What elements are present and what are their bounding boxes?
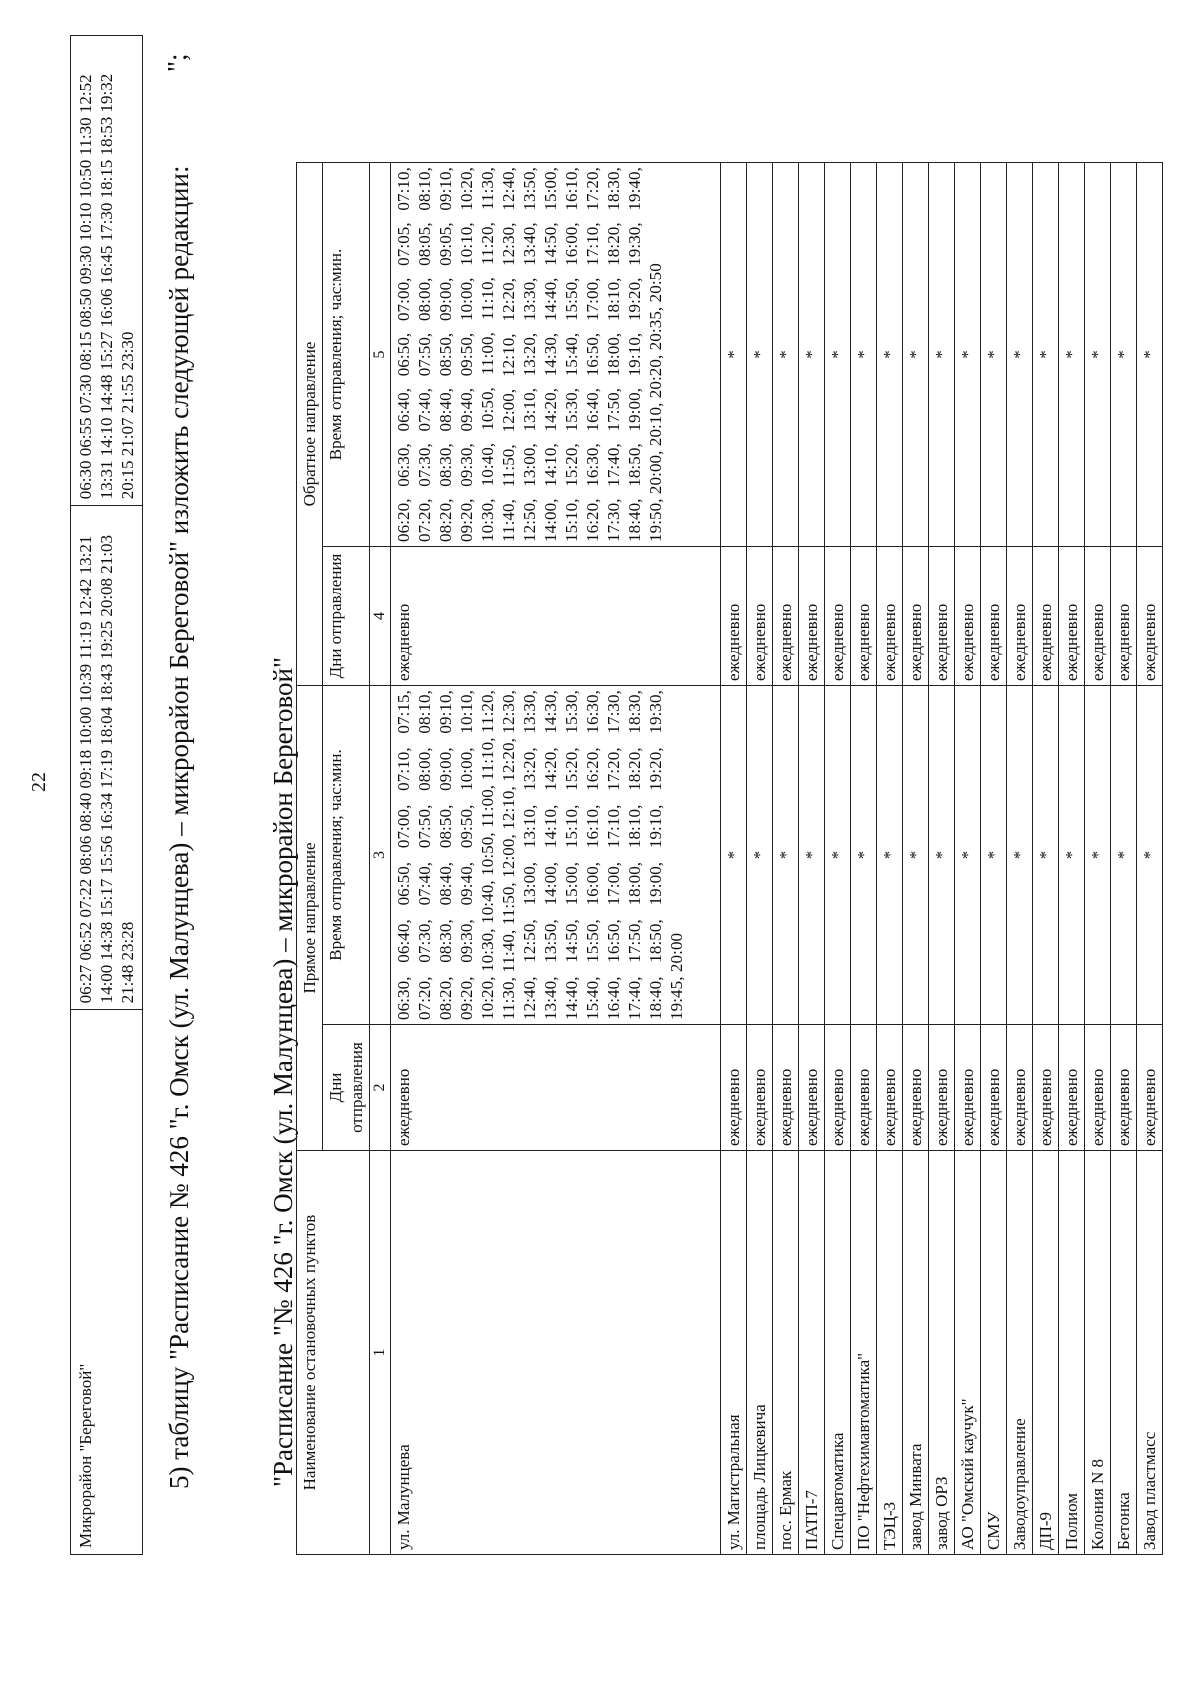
stop-name: завод ОРЗ [929, 1151, 955, 1555]
stop-name-cell: Микрорайон "Береговой" [71, 1010, 143, 1555]
days-cell: ежедневно [981, 1025, 1007, 1151]
days-back-cell: ежедневно [1085, 547, 1111, 686]
amendment-paragraph: 5) таблицу "Расписание № 426 "г. Омск (ул. Малунцева) – микрорайон Береговой" изложить следующей редакции: [164, 165, 194, 1489]
days-back-cell: ежедневно [903, 547, 929, 686]
forward-time-mark: * [851, 686, 877, 1025]
column-number: 5 [370, 163, 391, 547]
stop-name: Завод пластмасс [1137, 1151, 1163, 1555]
forward-times: 06:30, 06:40, 06:50, 07:00, 07:10, 07:15, 07:20, 07:30, 07:40, 07:50, 08:00, 08:10, 08:20, 08:30, 08:40, 08:50, 09:00, 09:10, 09:20, 09:30, 09:40, 09:50, 10:00, 10:10, 10:20, 10:30, 10:40, 10:50, 11:00, 11:10, 11:20, 11:30, 11:40, 11:50, 12:00, 12:10, 12:20, 12:30, 12:40, 12:50, 13:00, 13:10, 13:20, 13:30, 13:40, 13:50, 14:00, 14:10, 14:20, 14:30, 14:40, 14:50, 15:00, 15:10, 15:20, 15:30, 15:40, 15:50, 16:00, 16:10, 16:20, 16:30, 16:40, 16:50, 17:00, 17:10, 17:20, 17:30, 17:40, 17:50, 18:00, 18:10, 18:20, 18:30, 18:40, 18:50, 19:00, 19:10, 19:20, 19:30, 19:45, 20:00 [391, 686, 721, 1025]
table-row [747, 163, 773, 1555]
table-row [71, 36, 143, 1555]
days-back-cell: ежедневно [825, 547, 851, 686]
table-row [1137, 163, 1163, 1555]
forward-time-mark: * [825, 686, 851, 1025]
header-row [297, 163, 323, 1555]
table-row [1007, 163, 1033, 1555]
table-row [851, 163, 877, 1555]
days-back-cell: ежедневно [851, 547, 877, 686]
previous-table-fragment [70, 35, 143, 1555]
backward-time-mark: * [877, 163, 903, 547]
days-back-cell: ежедневно [799, 547, 825, 686]
days-cell: ежедневно [825, 1025, 851, 1151]
table-row [391, 163, 721, 1555]
days-back-cell: ежедневно [721, 547, 747, 686]
days-cell: ежедневно [851, 1025, 877, 1151]
forward-time-mark: * [981, 686, 1007, 1025]
stop-name: ул. Магистральная [721, 1151, 747, 1555]
days-cell: ежедневно [773, 1025, 799, 1151]
table-row [721, 163, 747, 1555]
forward-time-mark: * [903, 686, 929, 1025]
days-cell: ежедневно [1137, 1025, 1163, 1151]
header-forward: Прямое направление [297, 686, 323, 1151]
days-cell: ежедневно [391, 1025, 721, 1151]
backward-time-mark: * [1033, 163, 1059, 547]
backward-time-mark: * [955, 163, 981, 547]
forward-time-mark: * [1033, 686, 1059, 1025]
backward-time-mark: * [903, 163, 929, 547]
days-back-cell: ежедневно [747, 547, 773, 686]
table-row [773, 163, 799, 1555]
column-numbers-row [370, 163, 391, 1555]
days-back-cell: ежедневно [981, 547, 1007, 686]
forward-time-mark: * [773, 686, 799, 1025]
days-cell: ежедневно [955, 1025, 981, 1151]
schedule-title: "Расписание "№ 426 "г. Омск (ул. Малунцева) – микрорайон Береговой" [268, 656, 298, 1487]
days-cell: ежедневно [1007, 1025, 1033, 1151]
table-row [1085, 163, 1111, 1555]
backward-times: 06:20, 06:30, 06:40, 06:50, 07:00, 07:05, 07:10, 07:20, 07:30, 07:40, 07:50, 08:00, 08:05, 08:10, 08:20, 08:30, 08:40, 08:50, 09:00, 09:05, 09:10, 09:20, 09:30, 09:40, 09:50, 10:00, 10:10, 10:20, 10:30, 10:40, 10:50, 11:00, 11:10, 11:20, 11:30, 11:40, 11:50, 12:00, 12:10, 12:20, 12:30, 12:40, 12:50, 13:00, 13:10, 13:20, 13:30, 13:40, 13:50, 14:00, 14:10, 14:20, 14:30, 14:40, 14:50, 15:00, 15:10, 15:20, 15:30, 15:40, 15:50, 16:00, 16:10, 16:20, 16:30, 16:40, 16:50, 17:00, 17:10, 17:20, 17:30, 17:40, 17:50, 18:00, 18:10, 18:20, 18:30, 18:40, 18:50, 19:00, 19:10, 19:20, 19:30, 19:40, 19:50, 20:00, 20:10, 20:20, 20:35, 20:50 [391, 163, 721, 547]
forward-time-mark: * [1007, 686, 1033, 1025]
backward-time-mark: * [1007, 163, 1033, 547]
forward-time-mark: * [1111, 686, 1137, 1025]
stop-name: ул. Малунцева [391, 1151, 721, 1555]
stop-name: Спецавтоматика [825, 1151, 851, 1555]
forward-time-mark: * [1137, 686, 1163, 1025]
days-cell: ежедневно [799, 1025, 825, 1151]
days-back-cell: ежедневно [773, 547, 799, 686]
forward-time-mark: * [747, 686, 773, 1025]
stop-name: СМУ [981, 1151, 1007, 1555]
header-stops: Наименование остановочных пунктов [297, 1151, 370, 1555]
forward-time-mark: * [955, 686, 981, 1025]
forward-time-mark: * [799, 686, 825, 1025]
forward-time-mark: * [721, 686, 747, 1025]
backward-time-mark: * [981, 163, 1007, 547]
days-back-cell: ежедневно [1033, 547, 1059, 686]
days-back-cell: ежедневно [1137, 547, 1163, 686]
table-row [903, 163, 929, 1555]
header-backward: Обратное направление [297, 163, 323, 686]
header-days-back: Дни отправления [323, 547, 370, 686]
backward-times-cell: 06:30 06:55 07:30 08:15 08:50 09:30 10:10 10:50 11:30 12:52 13:31 14:10 14:48 15:27 16:06 16:45 17:30 18:15 18:53 19:32 20:15 21:07 21:55 23:30 [71, 36, 143, 506]
days-back-cell: ежедневно [929, 547, 955, 686]
table-row [877, 163, 903, 1555]
days-cell: ежедневно [903, 1025, 929, 1151]
days-cell: ежедневно [747, 1025, 773, 1151]
stop-name: Полиом [1059, 1151, 1085, 1555]
days-cell: ежедневно [1059, 1025, 1085, 1151]
backward-time-mark: * [721, 163, 747, 547]
backward-time-mark: * [825, 163, 851, 547]
forward-time-mark: * [877, 686, 903, 1025]
backward-time-mark: * [1059, 163, 1085, 547]
days-cell: ежедневно [721, 1025, 747, 1151]
days-back-cell: ежедневно [877, 547, 903, 686]
stop-name: АО "Омский каучук" [955, 1151, 981, 1555]
days-cell: ежедневно [877, 1025, 903, 1151]
days-cell: ежедневно [929, 1025, 955, 1151]
forward-time-mark: * [929, 686, 955, 1025]
stop-name: ДП-9 [1033, 1151, 1059, 1555]
backward-time-mark: * [929, 163, 955, 547]
days-back-cell: ежедневно [1059, 547, 1085, 686]
forward-time-mark: * [1059, 686, 1085, 1025]
days-cell: ежедневно [1085, 1025, 1111, 1151]
table-row [1059, 163, 1085, 1555]
backward-time-mark: * [1111, 163, 1137, 547]
column-number: 2 [370, 1025, 391, 1151]
backward-time-mark: * [1085, 163, 1111, 547]
backward-time-mark: * [1137, 163, 1163, 547]
days-back-cell: ежедневно [391, 547, 721, 686]
stop-name: завод Минвата [903, 1151, 929, 1555]
days-back-cell: ежедневно [955, 547, 981, 686]
days-back-cell: ежедневно [1007, 547, 1033, 686]
stop-name: Бетонка [1111, 1151, 1137, 1555]
table-row [1111, 163, 1137, 1555]
header-time-back: Время отправления; час:мин. [323, 163, 370, 547]
table-row [1033, 163, 1059, 1555]
backward-time-mark: * [747, 163, 773, 547]
table-row [981, 163, 1007, 1555]
page-number: 22 [28, 772, 50, 792]
stop-name: ПО "Нефтехимавтоматика" [851, 1151, 877, 1555]
days-cell: ежедневно [1111, 1025, 1137, 1151]
days-back-cell: ежедневно [1111, 547, 1137, 686]
stop-name: площадь Лицкевича [747, 1151, 773, 1555]
table-row [929, 163, 955, 1555]
header-days: Дни отправления [323, 1025, 370, 1151]
stop-name: пос. Ермак [773, 1151, 799, 1555]
backward-time-mark: * [851, 163, 877, 547]
header-time: Время отправления; час:мин. [323, 686, 370, 1025]
table-row [825, 163, 851, 1555]
table-row [955, 163, 981, 1555]
schedule-table [296, 162, 1163, 1555]
quote-end: "; [162, 53, 192, 72]
stop-name: Колония N 8 [1085, 1151, 1111, 1555]
column-number: 4 [370, 547, 391, 686]
stop-name: ПАТП-7 [799, 1151, 825, 1555]
stop-name: Заводоуправление [1007, 1151, 1033, 1555]
backward-time-mark: * [799, 163, 825, 547]
column-number: 1 [370, 1151, 391, 1555]
forward-times-cell: 06:27 06:52 07:22 08:06 08:40 09:18 10:00 10:39 11:19 12:42 13:21 14:00 14:38 15:17 15:56 16:34 17:19 18:04 18:43 19:25 20:08 21:03 21:48 23:28 [71, 506, 143, 1010]
column-number: 3 [370, 686, 391, 1025]
forward-time-mark: * [1085, 686, 1111, 1025]
days-cell: ежедневно [1033, 1025, 1059, 1151]
backward-time-mark: * [773, 163, 799, 547]
stop-name: ТЭЦ-3 [877, 1151, 903, 1555]
table-row [799, 163, 825, 1555]
